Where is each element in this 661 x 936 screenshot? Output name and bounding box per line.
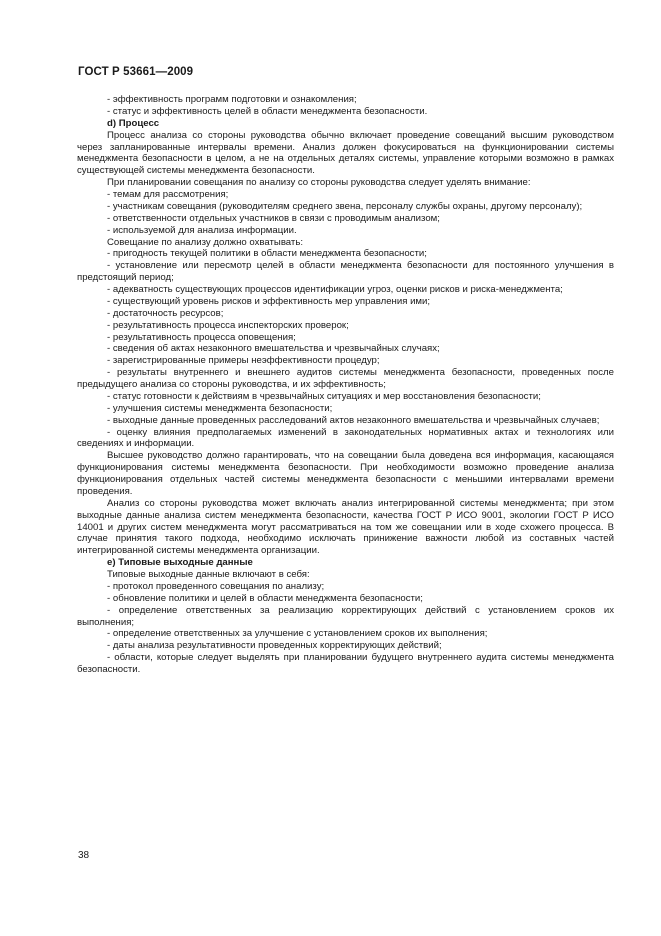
paragraph: - результативность процесса оповещения; — [107, 331, 296, 343]
paragraph: Высшее руководство должно гарантировать, что на совещании была доведена вся информация, касающаяся функционирования системы менеджмента безопасности. При необходимости возможно проведение анализа функционирования отдельных частей системы менеджмента безопасности с меньшими интервалами времени проведения. — [77, 450, 614, 497]
section-heading: е) Типовые выходные данные — [107, 557, 253, 569]
paragraph: - ответственности отдельных участников в связи с проводимым анализом; — [107, 212, 440, 224]
section-heading: d) Процесс — [107, 117, 160, 129]
paragraph: - улучшения системы менеджмента безопасности; — [107, 402, 333, 414]
paragraph: - адекватность существующих процессов идентификации угроз, оценки рисков и риска-менеджмента; — [107, 284, 563, 295]
paragraph: Анализ со стороны руководства может включать анализ интегрированной системы менеджмента; при этом выходные данные анализа систем менеджмента безопасности, качества ГОСТ Р ИСО 9001, экологии ГОСТ Р ИСО 14001 и других систем менеджмента могут рассматриваться на том же совещании или в ходе схожего процесса. В случае принятия такого подхода, необходимо исключать принижение важности любой из составных частей интегрированной системы менеджмента организации. — [77, 497, 614, 557]
paragraph: - эффективность программ подготовки и ознакомления; — [107, 94, 357, 105]
document-body — [77, 94, 614, 676]
paragraph: - выходные данные проведенных расследований актов незаконного вмешательства и чрезвычайных случаев; — [107, 414, 600, 426]
paragraph: - статус готовности к действиям в чрезвычайных ситуациях и мер восстановления безопасности; — [107, 390, 541, 402]
paragraph: Совещание по анализу должно охватывать: — [107, 236, 303, 248]
paragraph: - сведения об актах незаконного вмешательства и чрезвычайных случаях; — [107, 343, 440, 355]
paragraph: - установление или пересмотр целей в области менеджмента безопасности для постоянного улучшения в предстоящий период; — [77, 260, 614, 284]
paragraph: - протокол проведенного совещания по анализу; — [107, 580, 325, 592]
paragraph: - достаточность ресурсов; — [107, 307, 224, 319]
paragraph: - существующий уровень рисков и эффективность мер управления ими; — [107, 295, 431, 307]
paragraph: - области, которые следует выделять при планировании будущего внутреннего аудита системы менеджмента безопасности. — [77, 652, 614, 675]
paragraph: - статус и эффективность целей в области менеджмента безопасности. — [107, 105, 428, 117]
paragraph: При планировании совещания по анализу со стороны руководства следует уделять внимание: — [107, 177, 531, 189]
paragraph: - обновление политики и целей в области менеджмента безопасности; — [107, 592, 423, 604]
paragraph: - определение ответственных за реализацию корректирующих действий с установлением сроков их выполнения; — [77, 604, 614, 628]
page-number: 38 — [78, 850, 90, 861]
paragraph: - зарегистрированные примеры неэффективности процедур; — [107, 355, 380, 367]
paragraph: Типовые выходные данные включают в себя: — [107, 569, 310, 580]
paragraph: - определение ответственных за улучшение с установлением сроков их выполнения; — [107, 628, 488, 640]
document-header: ГОСТ Р 53661—2009 — [78, 66, 194, 78]
paragraph: - оценку влияния предполагаемых изменений в законодательных нормативных актах и технологиях или сведениях и информации. — [77, 426, 614, 450]
paragraph: - темам для рассмотрения; — [107, 189, 229, 200]
paragraph: Процесс анализа со стороны руководства обычно включает проведение совещаний высшим руководством через запланированные интервалы времени. Анализ должен фокусироваться на функционировании системы менеджмента безопасности в целом, а не на отдельных деталях системы, управление которыми возможно в рамках существующей системы менеджмента безопасности. — [77, 129, 614, 177]
paragraph: - участникам совещания (руководителям среднего звена, персоналу службы охраны, другому персоналу); — [107, 200, 583, 212]
paragraph: - пригодность текущей политики в области менеджмента безопасности; — [107, 248, 427, 260]
paragraph: - результативность процесса инспекторских проверок; — [107, 319, 349, 331]
paragraph: - даты анализа результативности проведенных корректирующих действий; — [107, 640, 442, 652]
paragraph: - результаты внутреннего и внешнего аудитов системы менеджмента безопасности, проведенных после предыдущего анализа со стороны руководства, и их эффективность; — [77, 367, 614, 390]
paragraph: - используемой для анализа информации. — [107, 224, 297, 236]
